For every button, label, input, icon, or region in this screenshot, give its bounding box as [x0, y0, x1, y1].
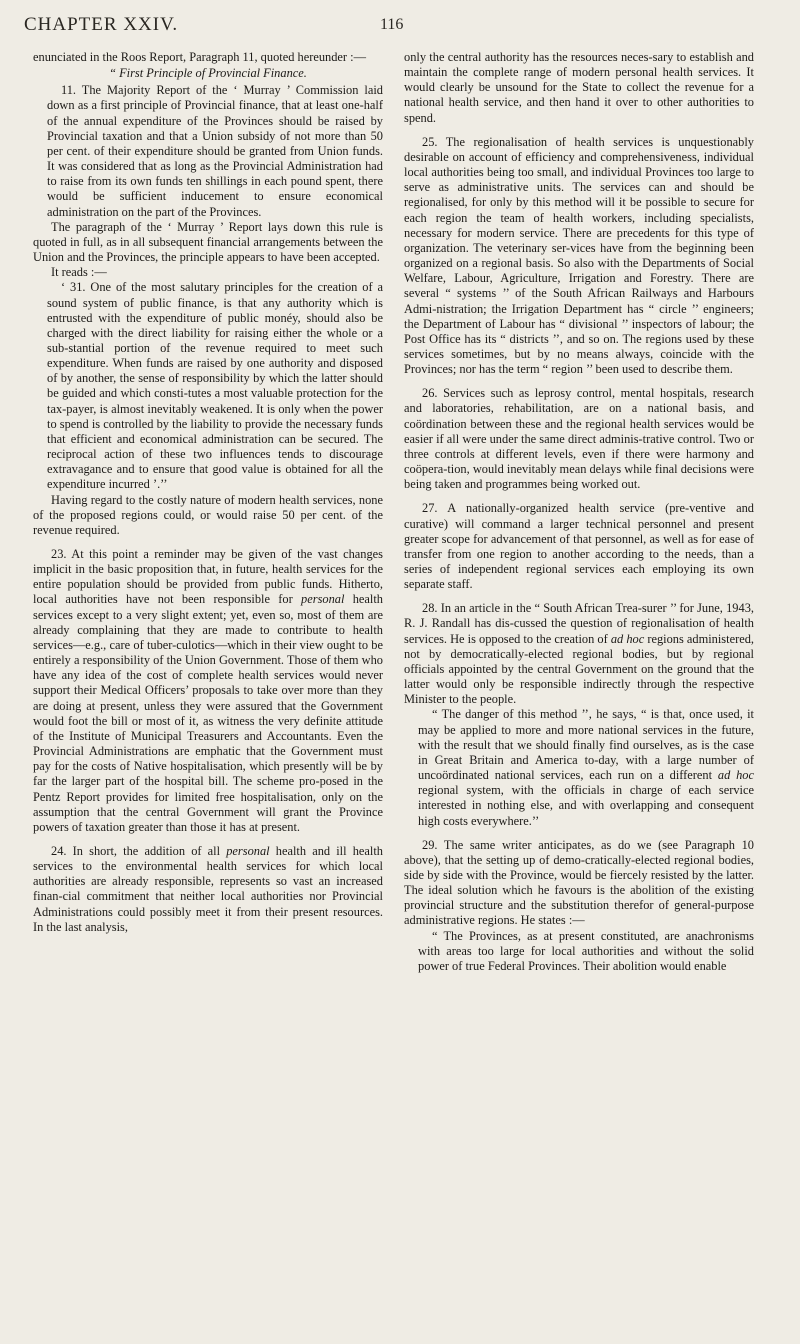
paragraph-28-emphasis: ad hoc: [610, 631, 645, 646]
paragraph-23-part-b: health services except to a very slight extent; yet, even so, most of them are already complaining that they are made to contribute to health services—e.g., care of tuber-culotics—which in their view ought to be entirely a responsibility of the Union Government. Those of them who have any idea of the cost of complete health services would never support their Medical Officers’ proposals to take over more than they are doing at present, unless they were assured that the Government would foot the bill or most of it, as witness the very definite attitude of the Institute of Municipal Treasurers and Accountants. Even the Provincial Administrations are emphatic that the Government must pay for the costs of Native hospitalisation, which presently will be by far the larger part of the hospital bill. The scheme pro-posed in the Pentz Report provides for limited free hospitalisation, only on the assumption that the central Government will grant the Province powers of taxation greater than those it has at present.: [33, 592, 384, 834]
paragraph-continued: only the central authority has the resources neces-sary to establish and maintain the complete range of modern personal health services. It would clearly be unsound for the State to collect the revenue for a national health service, and then hand it over to other authorities to spend.: [404, 50, 754, 125]
paragraph-23: [33, 547, 383, 835]
quotation-block: [33, 83, 383, 219]
left-column: [33, 50, 383, 935]
page-number: 116: [380, 16, 404, 33]
paragraph-28: [404, 601, 754, 707]
paragraph-danger-emphasis: ad hoc: [717, 768, 754, 783]
quotation-provinces: [404, 929, 754, 974]
paragraph-11: 11. The Majority Report of the ‘ Murray ’ Commission laid down as a first principle of Provincial finance, that at least one-half of the annual expenditure of the Provinces should be raised by Provincial taxation and that a Union subsidy of not more than 50 per cent. of their expenditure should be granted from Union funds. It was considered that as long as the Provincial Administration had to raise from its own funds ten shillings in each pound spent, there would be sufficient inducement to ensure economical administration on the part of the Provinces.: [47, 83, 383, 219]
paragraph-having-regard: Having regard to the costly nature of modern health services, none of the proposed regions could, or would raise 50 per cent. of the revenue required.: [33, 492, 383, 537]
paragraph-24: [33, 844, 383, 935]
paragraph-intro: enunciated in the Roos Report, Paragraph 11, quoted hereunder :—: [33, 50, 366, 64]
paragraph-28-part-b: regions administered, not by democratically-elected regional bodies, but by regional officials appointed by the central Government on the ground that the latter would only be responsible indirectly through the respective Minister to the people.: [404, 631, 754, 707]
paragraph-24-emphasis: personal: [226, 843, 270, 858]
quotation-block-31: [33, 280, 383, 492]
paragraph-24-part-b: health and ill health services to the environmental health services for which local authorities are already responsible, represents so vast an increased finan-cial commitment that neither local authorities nor Provincial Administrations could possibly meet it from their present resources. In the last analysis,: [33, 843, 383, 934]
paragraph-29: 29. The same writer anticipates, as do we (see Paragraph 10 above), that the setting up of demo-cratically-elected regional bodies, side by side with the Province, would be fiercely resisted by the latter. The ideal solution which he favours is the abolition of the existing provincial structure and the substitution therefor of general-purpose administrative regions. He states :—: [404, 837, 754, 928]
paragraph-25: 25. The regionalisation of health services is unquestionably desirable on account of efficiency and comprehensiveness, individual local authorities being too small, and individual Provinces too large to serve as administrative units. The services can and should be regionalised, for only by this method will it be possible to secure for each region the team of health workers, including specialists, necessary for modern service. There are precedents for this type of organization. The veterinary ser-vices have from the beginning been organized on a regional basis. So also with the Departments of Social Welfare, Labour, Agriculture, Irrigation and Forestry. There are several “ systems ’’ of the South African Railways and Harbours Admi-nistration; the Irrigation Department has “ circle ’’ engineers; the Department of Labour has “ divisional ’’ inspectors of labour; the Post Office has its “ districts ’’, and so on. The regions used by these services sometimes, but by no means always, coincide with the Provinces; nor has the term “ region ’’ been used to describe them.: [404, 134, 754, 377]
paragraph-danger: [418, 707, 754, 828]
paragraph-24-part-a: 24. In short, the addition of all: [51, 843, 227, 858]
paragraph-danger-part-b: regional system, with the officials in charge of each service interested in nothing else, and with overlapping and consequent high costs everywhere.’’: [418, 783, 754, 828]
chapter-heading: CHAPTER XXIV.: [24, 14, 179, 35]
paragraph-23-emphasis: personal: [301, 592, 345, 607]
page-header: [24, 10, 776, 40]
paragraph-provinces: “ The Provinces, as at present constituted, are anachronisms with areas too large for local authorities and without the solid power of true Federal Provinces. Their abolition would enable: [418, 928, 754, 973]
paragraph-27: 27. A nationally-organized health service (pre-ventive and curative) will command a larger technical personnel and present greater scope for advancement of that personnel, as well as for ease of transfer from one region to another according to the needs, than a series of independent regional services each employing its own separate staff.: [404, 501, 754, 592]
paragraph-murray-report: The paragraph of the ‘ Murray ’ Report lays down this rule is quoted in full, as in all subsequent financial arrangements between the Union and the Provinces, the principle appears to have been accepted.: [33, 219, 383, 265]
paragraph-28-part-a: 28. In an article in the “ South African Trea-surer ’’ for June, 1943, R. J. Randall has dis-cussed the question of regionalisation of health services. He is opposed to the creation of: [404, 601, 754, 646]
quotation-danger: [404, 707, 754, 828]
paragraph-26: 26. Services such as leprosy control, mental hospitals, research and laboratories, rehabilitation, are on a national basis, and coördination between these and the regional health services would be easier if all were under the same direct adminis-trative control. Two or three controls at different levels, even if there were harmony and coöpera-tion, would inevitably mean delays while final decisions were being taken and programmes being worked out.: [404, 386, 754, 492]
paragraph-danger-part-a: “ The danger of this method ’’, he says, “ is that, once used, it may be applied to more and more national services in the future, with the result that we should finally find ourselves, as is the case in Great Britain and America to-day, with a large number of uncoördinated national services, each run on a different: [418, 707, 754, 783]
right-column: [404, 50, 754, 974]
quoted-heading: “ First Principle of Provincial Finance.: [109, 66, 307, 81]
paragraph-it-reads: It reads :—: [51, 265, 107, 280]
paragraph-31: ‘ 31. One of the most salutary principles for the creation of a sound system of public finance, is that any authority which is entrusted with the expenditure of public monéy, should also be charged with the direct liability for raising either the whole or a sub-stantial portion of the revenue required to meet such expenditure. When funds are raised by one authority and disposed of by another, the sense of responsibility by which the latter should be guided and which consti-tutes a most valuable protection for the tax-payer, is almost inevitably weakened. It is only when the power to spend is controlled by the liability to provide the necessary funds that efficient and economical administration can be secured. The reciprocal action of these two influences tends to discourage extravagance and to ensure that good value is obtained for all the expenditure incurred ’.’’: [47, 280, 383, 492]
paragraph-23-part-a: 23. At this point a reminder may be given of the vast changes implicit in the basic proposition that, in future, health services for the entire population should be provided from public funds. Hitherto, local authorities have not been responsible for: [33, 547, 383, 607]
